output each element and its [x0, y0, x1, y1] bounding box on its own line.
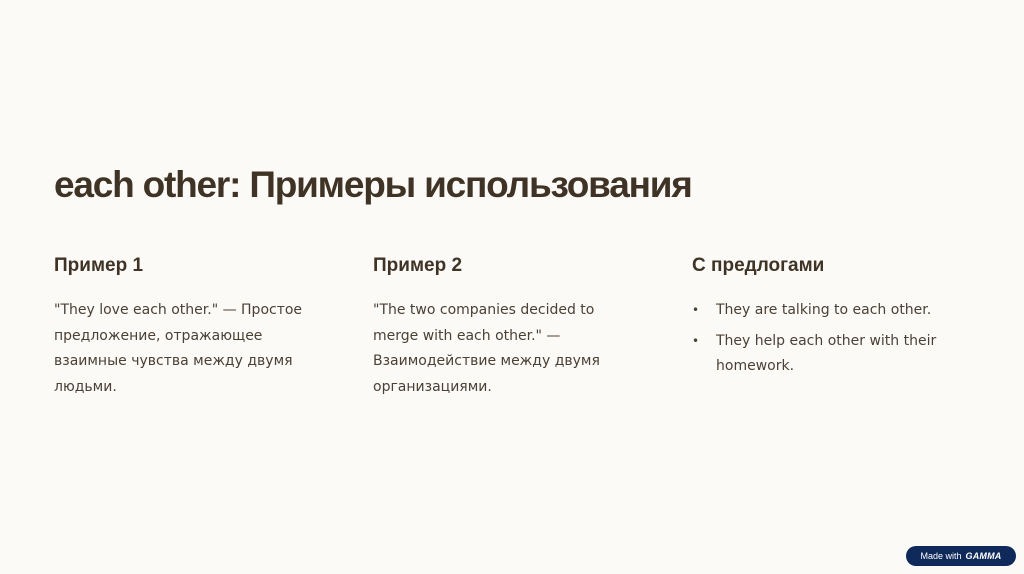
list-item-text: They help each other with their homework.	[716, 332, 937, 374]
list-item	[692, 298, 956, 324]
list-item-text: They are talking to each other.	[716, 302, 932, 318]
example-2-text: "The two companies decided to merge with each other." — Взаимодействие между двумя организациями.	[373, 302, 600, 395]
prepositions-column	[692, 254, 982, 385]
gamma-logo: GAMMA	[965, 551, 1002, 561]
example-2-heading: Пример 2	[373, 255, 463, 276]
example-1-column	[54, 254, 344, 400]
bullet-icon: •	[692, 333, 700, 348]
prepositions-heading: С предлогами	[692, 255, 825, 276]
page-title: each other: Примеры использования	[54, 164, 692, 205]
prepositions-list	[692, 298, 982, 380]
example-1-heading: Пример 1	[54, 255, 144, 276]
made-with-gamma-badge[interactable]	[906, 546, 1016, 566]
example-2-column	[373, 254, 663, 400]
made-with-label: Made with	[920, 551, 962, 561]
bullet-icon: •	[692, 303, 700, 317]
list-item	[692, 329, 956, 380]
example-1-text: "They love each other." — Простое предложение, отражающее взаимные чувства между двумя людьми.	[54, 302, 303, 395]
